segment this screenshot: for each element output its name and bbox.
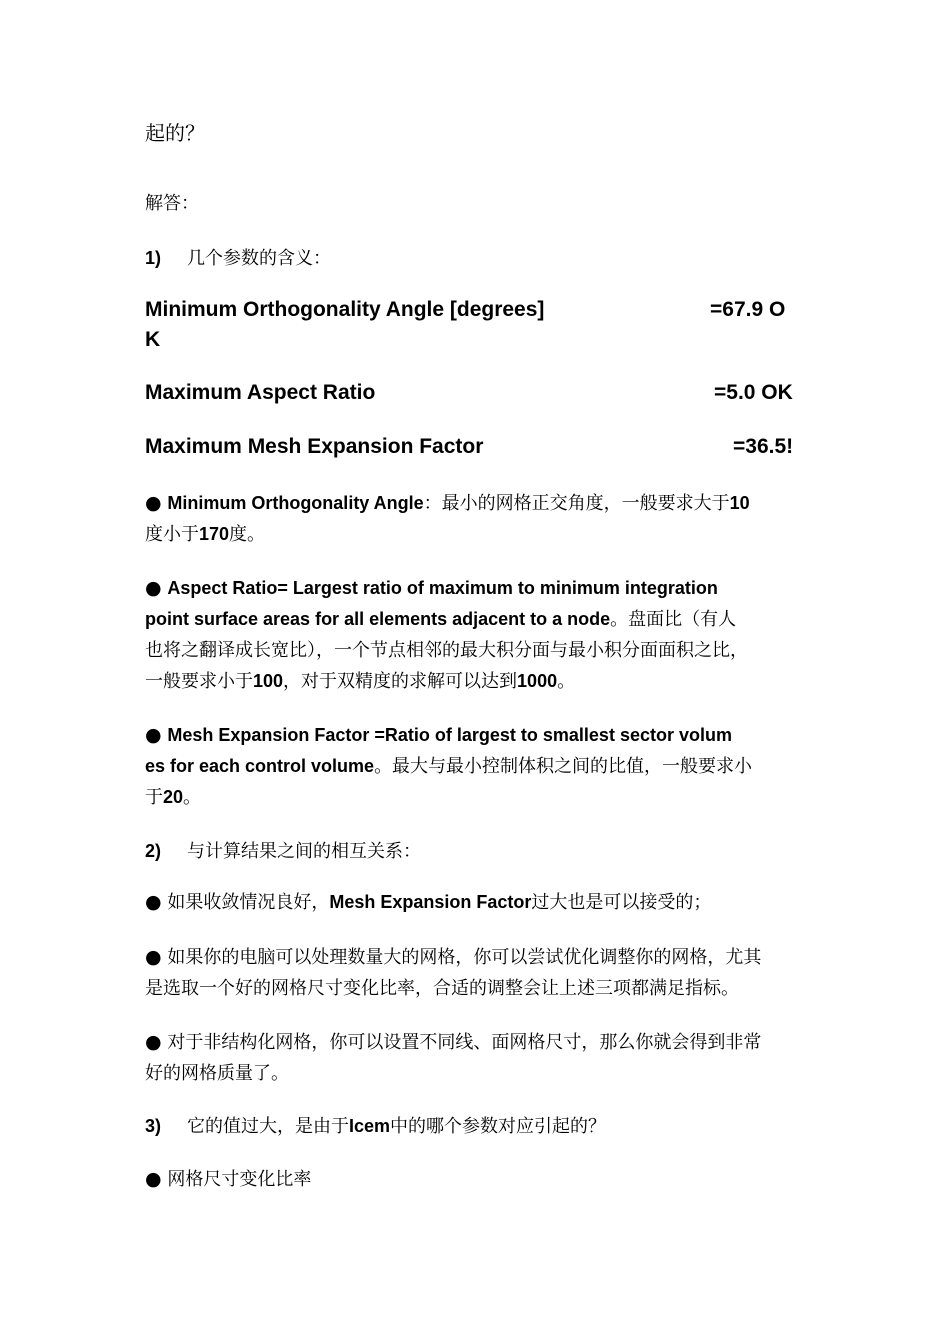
definition: point surface areas for all elements adjacent to a node [145, 609, 611, 629]
param-name: Minimum Orthogonality Angle [degrees] [145, 298, 545, 321]
bullet-aspect-line4 [145, 666, 810, 697]
bullet-orthogonality-line2 [145, 519, 810, 550]
bullet-icon: ● [145, 891, 162, 913]
bullet-size-ratio [145, 1164, 810, 1195]
param-value: =36.5! [733, 435, 794, 458]
answer-label: 解答： [145, 193, 199, 214]
param-expansion-factor [145, 431, 810, 462]
bullet-icon: ● [145, 1031, 162, 1053]
description: ：最小的网格正交角度，一般要求大于 [423, 493, 730, 514]
description: 。 [557, 671, 576, 692]
description: 对于非结构化网格，你可以设置不同线、面网格尺寸，那么你就会得到非常 [167, 1032, 762, 1053]
bullet-optimize-line2: 是选取一个好的网格尺寸变化比率，合适的调整会让上述三项都满足指标。 [145, 978, 739, 999]
bullet-aspect-line2 [145, 604, 810, 635]
bullet-icon: ● [145, 1168, 162, 1190]
description: ，对于双精度的求解可以达到 [283, 671, 518, 692]
description: 一般要求小于 [145, 671, 253, 692]
section-3-heading [145, 1111, 810, 1142]
bullet-icon: ● [145, 724, 162, 746]
bullet-convergence [145, 887, 810, 918]
definition: es for each control volume [145, 756, 375, 776]
bullet-expansion-line2 [145, 751, 810, 782]
bullet-orthogonality-line1 [145, 488, 810, 519]
intro-text: 起的？ [145, 121, 205, 145]
description: 。最大与最小控制体积之间的比值，一般要求小 [374, 756, 753, 777]
description: 。 [183, 787, 202, 808]
definition: Mesh Expansion Factor =Ratio of largest to smallest sector volum [167, 725, 732, 745]
term: Mesh Expansion Factor [329, 892, 532, 912]
number: 10 [729, 493, 750, 513]
bullet-expansion-line1 [145, 720, 810, 751]
param-orthogonality [145, 294, 810, 325]
param-value: =5.0 OK [714, 381, 793, 404]
section-number: 2) [145, 841, 162, 861]
section-title: 中的哪个参数对应引起的？ [390, 1116, 607, 1137]
number: 1000 [517, 671, 558, 691]
section-title: 几个参数的含义： [187, 248, 331, 269]
definition: Aspect Ratio= Largest ratio of maximum to minimum integration [167, 578, 718, 598]
bullet-icon: ● [145, 577, 162, 599]
description: 。盘面比（有人 [610, 609, 737, 630]
description: 度。 [229, 524, 266, 545]
description: 度小于 [145, 524, 199, 545]
description: 过大也是可以接受的； [531, 892, 712, 913]
param-name: Maximum Mesh Expansion Factor [145, 435, 484, 458]
section-number: 1) [145, 248, 162, 268]
section-title: 它的值过大，是由于 [187, 1116, 349, 1137]
bullet-icon: ● [145, 492, 162, 514]
param-name: Maximum Aspect Ratio [145, 381, 376, 404]
bullet-aspect-line3: 也将之翻译成长宽比），一个节点相邻的最大积分面与最小积分面面积之比， [145, 640, 748, 661]
description: 如果你的电脑可以处理数量大的网格，你可以尝试优化调整你的网格，尤其 [167, 947, 762, 968]
bullet-unstructured-line1 [145, 1027, 810, 1058]
bullet-aspect-line1 [145, 573, 810, 604]
number: 20 [163, 787, 184, 807]
bullet-optimize-line1 [145, 942, 810, 973]
description: 于 [145, 787, 163, 808]
section-number: 3) [145, 1116, 162, 1136]
param-value: =67.9 O [710, 298, 786, 321]
section-title: 与计算结果之间的相互关系： [187, 841, 421, 862]
param-aspect-ratio [145, 377, 810, 408]
bullet-unstructured-line2: 好的网格质量了。 [145, 1063, 289, 1084]
description: 如果收敛情况良好， [167, 892, 330, 913]
term: Minimum Orthogonality Angle [167, 493, 424, 513]
section-2-heading [145, 836, 810, 867]
section-1-heading [145, 243, 810, 274]
bullet-expansion-line3 [145, 782, 810, 813]
description: 网格尺寸变化比率 [167, 1169, 312, 1190]
bullet-icon: ● [145, 946, 162, 968]
number: 170 [199, 524, 230, 544]
term: Icem [349, 1116, 391, 1136]
param-value-wrap: K [145, 328, 161, 351]
number: 100 [253, 671, 284, 691]
